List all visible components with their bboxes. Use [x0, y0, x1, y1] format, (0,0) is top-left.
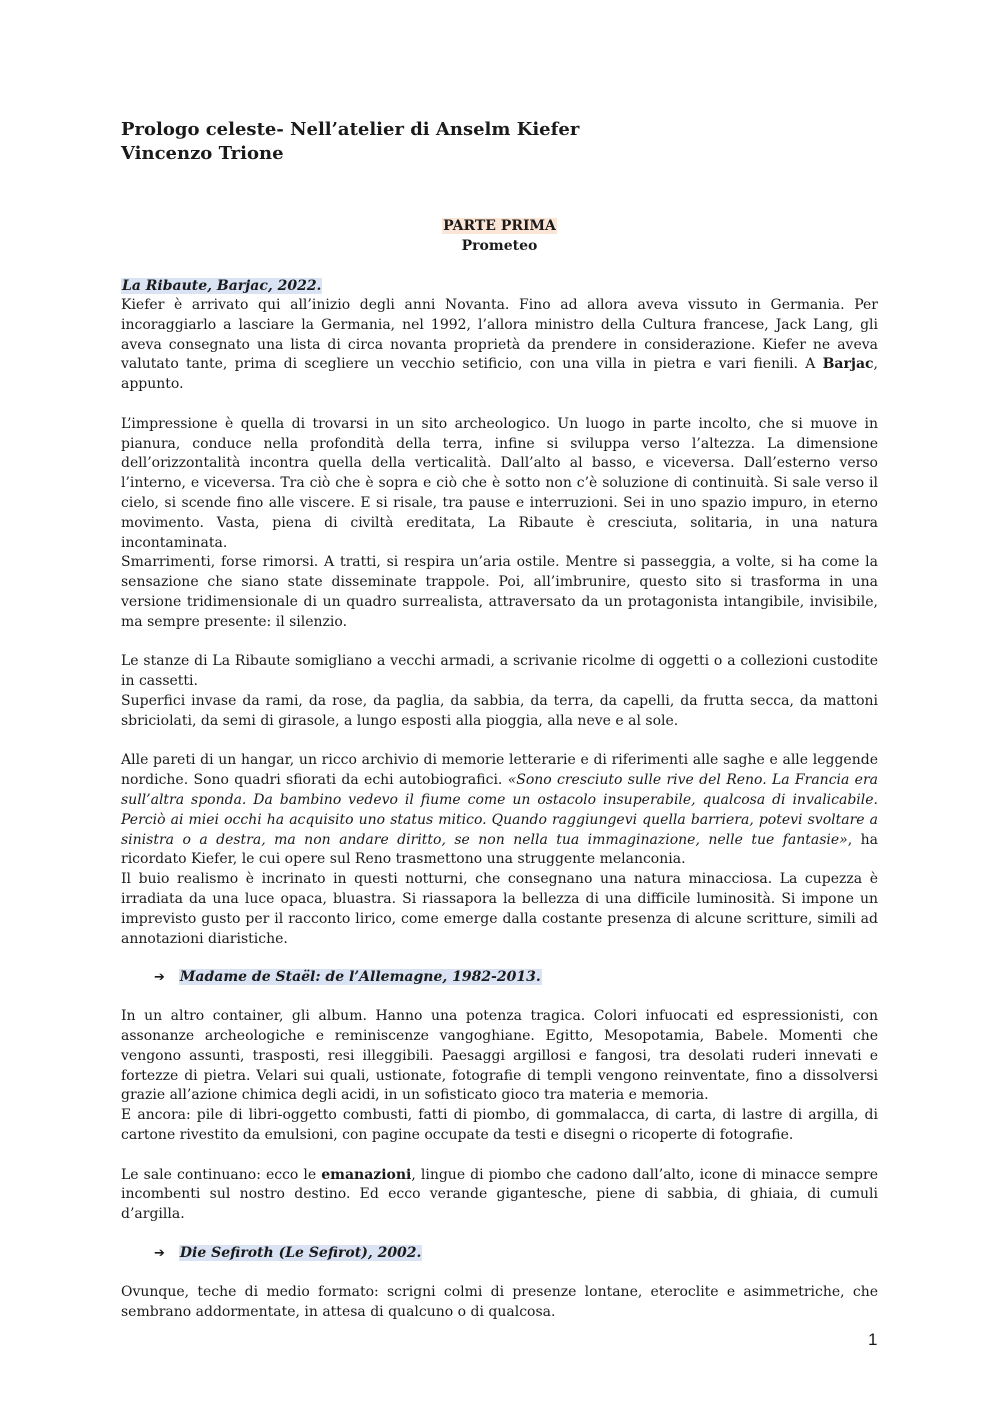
quote-text: «Sono cresciuto sulle rive del Reno. La Francia era sull’altra sponda. Da bambino vedevo il fiume come un ostacolo insuperabile, qualcosa di invalicabile. Perciò ai miei occhi ha acquisito uno status mitico. Quando raggiungevi quella barriera, potevi svoltare a sinistra o a destra, ma non andare diritto, se non nella tua immaginazione, nelle tue fantasie»	[121, 772, 878, 848]
work-title-2: Die Sefiroth (Le Sefirot), 2002.	[179, 1245, 422, 1262]
document-page	[121, 118, 878, 1323]
work-heading-2	[121, 1243, 878, 1264]
document-title: Prologo celeste- Nell’atelier di Anselm Kiefer	[121, 119, 580, 140]
subheading-text: La Ribaute, Barjac, 2022.	[122, 278, 322, 294]
paragraph-7: Il buio realismo è incrinato in questi notturni, che consegnano una natura minacciosa. La cupezza è irradiata da una luce opaca, bluastra. Si riassapora la bellezza di una difficile luminosità. Si impone un imprevisto gusto per il racconto lirico, come emerge dalla costante presenza di alcune scritture, simili ad annotazioni diaristiche.	[121, 871, 878, 947]
section-heading	[121, 216, 878, 236]
section-label: PARTE PRIMA	[443, 218, 556, 234]
subheading	[121, 276, 878, 296]
bold-term: emanazioni	[321, 1166, 412, 1183]
author-name: Vincenzo Trione	[121, 143, 284, 164]
work-title-1: Madame de Staël: de l’Allemagne, 1982-2013.	[179, 969, 541, 986]
arrow-right-icon: ➔	[154, 1246, 165, 1262]
paragraph-3: Smarrimenti, forse rimorsi. A tratti, si respira un’aria ostile. Mentre si passeggia, a volte, si ha come la sensazione che siano state disseminate trappole. Poi, all’imbrunire, questo sito si trasforma in una versione tridimensionale di un quadro surrealista, attraversato da un protagonista intangibile, invisibile, ma sempre presente: il silenzio.	[121, 554, 878, 630]
work-heading-1	[121, 967, 878, 988]
bold-term: Barjac	[822, 356, 874, 373]
paragraph-5: Superfici invase da rami, da rose, da paglia, da sabbia, da terra, da capelli, da frutta secca, da mattoni sbriciolati, da semi di girasole, a lungo esposti alla pioggia, alla neve e al sole.	[121, 692, 878, 729]
paragraph-6: Alle pareti di un hangar, un ricco archivio di memorie letterarie e di riferimenti alle saghe e alle leggende nordiche. Sono quadri sfiorati da echi autobiografici. «Sono cresciuto sulle rive del Reno. La Francia era sull’altra sponda. Da bambino vedevo il fiume come un ostacolo insuperabile, qualcosa di invalicabile. Perciò ai miei occhi ha acquisito uno status mitico. Quando raggiungevi quella barriera, potevi svoltare a sinistra o a destra, ma non andare diritto, se non nella tua immaginazione, nelle tue fantasie», ha ricordato Kiefer, le cui opere sul Reno trasmettono una struggente melanconia.	[121, 752, 878, 868]
paragraph-4: Le stanze di La Ribaute somigliano a vecchi armadi, a scrivanie ricolme di oggetti o a collezioni custodite in cassetti.	[121, 653, 878, 690]
paragraph-10: Le sale continuano: ecco le emanazioni, lingue di piombo che cadono dall’alto, icone di minacce sempre incombenti sul nostro destino. Ed ecco verande gigantesche, piene di sabbia, di ghiaia, di cumuli d’argilla.	[121, 1166, 878, 1223]
page-number: 1	[868, 1330, 878, 1349]
paragraph-8: In un altro container, gli album. Hanno una potenza tragica. Colori infuocati ed espressionisti, con assonanze archeologiche e reminiscenze vangoghiane. Egitto, Mesopotamia, Babele. Momenti che vengono assunti, trasposti, resi illeggibili. Paesaggi argillosi e fangosi, tra desolati ruderi innevati e fortezze di pietra. Velari sui quali, ustionate, fotografie di templi vengono reinventate, fino a dissolversi grazie all’azione chimica degli acidi, in un sofisticato gioco tra materia e memoria.	[121, 1008, 878, 1104]
arrow-right-icon: ➔	[154, 970, 165, 986]
paragraph-1: Kiefer è arrivato qui all’inizio degli anni Novanta. Fino ad allora aveva vissuto in Germania. Per incoraggiarlo a lasciare la Germania, nel 1992, l’allora ministro della Cultura francese, Jack Lang, gli aveva consegnato una lista di circa novanta proprietà da prendere in considerazione. Kiefer ne aveva valutato tante, prima di scegliere un vecchio setificio, con una villa in pietra e vari fienili. A Barjac, appunto.	[121, 297, 878, 393]
paragraph-9: E ancora: pile di libri-oggetto combusti, fatti di piombo, di gommalacca, di carta, di lastre di argilla, di cartone rivestito da emulsioni, con pagine occupate da testi e disegni o ricoperte di fotografie.	[121, 1107, 878, 1144]
section-subtitle: Prometeo	[461, 238, 538, 254]
paragraph-2: L’impressione è quella di trovarsi in un sito archeologico. Un luogo in parte incolto, che si muove in pianura, conduce nella profondità della terra, infine si sviluppa verso l’altezza. La dimensione dell’orizzontalità incontra quella della verticalità. Dall’alto al basso, e viceversa. Dall’esterno verso l’interno, e viceversa. Tra ciò che è sopra e ciò che è sotto non c’è soluzione di continuità. Si sale verso il cielo, si scende fino alle viscere. E si risale, tra pause e interruzioni. Sei in uno spazio impuro, in eterno movimento. Vasta, piena di civiltà ereditata, La Ribaute è cresciuta, solitaria, in una natura incontaminata.	[121, 415, 878, 551]
paragraph-11: Ovunque, teche di medio formato: scrigni colmi di presenze lontane, eteroclite e asimmetriche, che sembrano addormentate, in attesa di qualcuno o di qualcosa.	[121, 1284, 878, 1320]
